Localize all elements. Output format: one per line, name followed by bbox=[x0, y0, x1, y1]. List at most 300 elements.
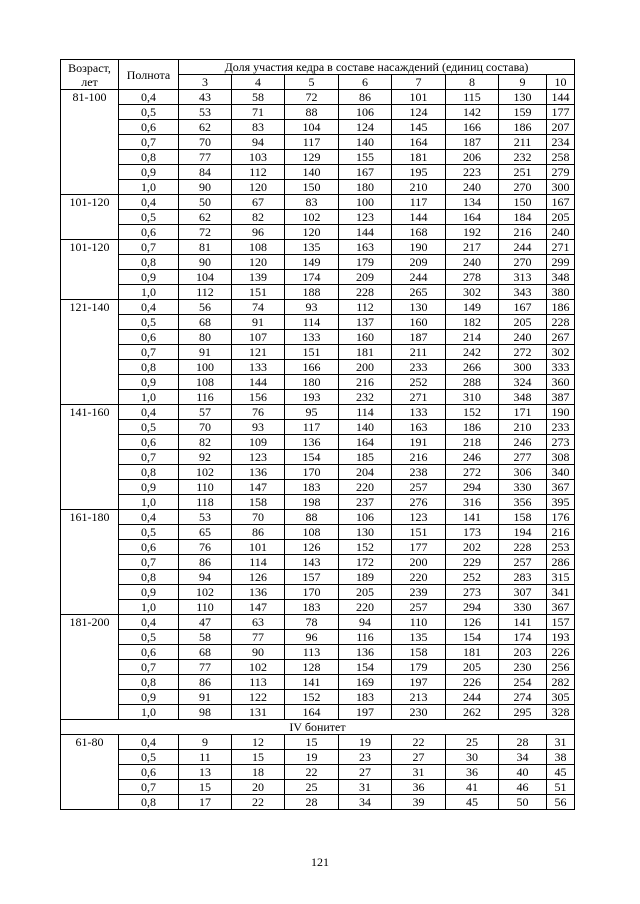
value-cell: 186 bbox=[499, 120, 547, 135]
value-cell: 159 bbox=[499, 105, 547, 120]
value-cell: 40 bbox=[499, 765, 547, 780]
value-cell: 266 bbox=[446, 360, 499, 375]
value-cell: 90 bbox=[179, 255, 232, 270]
value-cell: 68 bbox=[179, 315, 232, 330]
value-cell: 154 bbox=[339, 660, 392, 675]
value-cell: 187 bbox=[392, 330, 446, 345]
table-row bbox=[61, 90, 575, 105]
table-row bbox=[61, 750, 575, 765]
value-cell: 330 bbox=[499, 600, 547, 615]
density-cell: 1,0 bbox=[119, 495, 179, 510]
value-cell: 348 bbox=[547, 270, 575, 285]
value-cell: 218 bbox=[446, 435, 499, 450]
density-cell: 0,9 bbox=[119, 165, 179, 180]
value-cell: 341 bbox=[547, 585, 575, 600]
value-cell: 136 bbox=[285, 435, 339, 450]
value-cell: 91 bbox=[179, 345, 232, 360]
value-cell: 181 bbox=[446, 645, 499, 660]
value-cell: 63 bbox=[232, 615, 285, 630]
value-cell: 41 bbox=[446, 780, 499, 795]
density-cell: 0,8 bbox=[119, 150, 179, 165]
density-cell: 0,8 bbox=[119, 570, 179, 585]
value-cell: 108 bbox=[232, 240, 285, 255]
table-row bbox=[61, 300, 575, 315]
value-cell: 226 bbox=[547, 645, 575, 660]
value-cell: 53 bbox=[179, 105, 232, 120]
value-cell: 144 bbox=[232, 375, 285, 390]
table-row bbox=[61, 675, 575, 690]
value-cell: 167 bbox=[499, 300, 547, 315]
value-cell: 62 bbox=[179, 120, 232, 135]
value-cell: 257 bbox=[392, 480, 446, 495]
value-cell: 232 bbox=[499, 150, 547, 165]
value-cell: 174 bbox=[285, 270, 339, 285]
table-row bbox=[61, 180, 575, 195]
value-cell: 133 bbox=[232, 360, 285, 375]
value-cell: 101 bbox=[392, 90, 446, 105]
header-col-6: 6 bbox=[339, 75, 392, 90]
value-cell: 77 bbox=[179, 660, 232, 675]
age-cell: 181-200 bbox=[61, 615, 119, 630]
value-cell: 187 bbox=[446, 135, 499, 150]
age-cell-empty bbox=[61, 330, 119, 345]
table-row bbox=[61, 510, 575, 525]
value-cell: 30 bbox=[446, 750, 499, 765]
value-cell: 117 bbox=[285, 135, 339, 150]
value-cell: 328 bbox=[547, 705, 575, 720]
value-cell: 230 bbox=[392, 705, 446, 720]
value-cell: 305 bbox=[547, 690, 575, 705]
table-row bbox=[61, 390, 575, 405]
value-cell: 100 bbox=[179, 360, 232, 375]
value-cell: 200 bbox=[339, 360, 392, 375]
value-cell: 152 bbox=[446, 405, 499, 420]
value-cell: 112 bbox=[179, 285, 232, 300]
table-row bbox=[61, 435, 575, 450]
value-cell: 46 bbox=[499, 780, 547, 795]
value-cell: 206 bbox=[446, 150, 499, 165]
value-cell: 152 bbox=[285, 690, 339, 705]
density-cell: 0,4 bbox=[119, 300, 179, 315]
value-cell: 216 bbox=[499, 225, 547, 240]
table-row bbox=[61, 795, 575, 810]
value-cell: 177 bbox=[547, 105, 575, 120]
value-cell: 140 bbox=[285, 165, 339, 180]
value-cell: 216 bbox=[547, 525, 575, 540]
value-cell: 131 bbox=[232, 705, 285, 720]
age-cell: 101-120 bbox=[61, 195, 119, 210]
value-cell: 164 bbox=[285, 705, 339, 720]
value-cell: 98 bbox=[179, 705, 232, 720]
value-cell: 128 bbox=[285, 660, 339, 675]
value-cell: 70 bbox=[232, 510, 285, 525]
value-cell: 356 bbox=[499, 495, 547, 510]
density-cell: 0,6 bbox=[119, 540, 179, 555]
value-cell: 300 bbox=[499, 360, 547, 375]
value-cell: 134 bbox=[446, 195, 499, 210]
value-cell: 233 bbox=[392, 360, 446, 375]
value-cell: 202 bbox=[446, 540, 499, 555]
value-cell: 192 bbox=[446, 225, 499, 240]
value-cell: 150 bbox=[499, 195, 547, 210]
value-cell: 102 bbox=[285, 210, 339, 225]
table-row bbox=[61, 405, 575, 420]
value-cell: 104 bbox=[285, 120, 339, 135]
density-cell: 0,4 bbox=[119, 615, 179, 630]
value-cell: 380 bbox=[547, 285, 575, 300]
value-cell: 51 bbox=[547, 780, 575, 795]
value-cell: 142 bbox=[446, 105, 499, 120]
table-body bbox=[61, 90, 575, 810]
value-cell: 307 bbox=[499, 585, 547, 600]
header-col-9: 9 bbox=[499, 75, 547, 90]
density-cell: 0,7 bbox=[119, 450, 179, 465]
value-cell: 209 bbox=[339, 270, 392, 285]
value-cell: 239 bbox=[392, 585, 446, 600]
value-cell: 267 bbox=[547, 330, 575, 345]
age-cell-empty bbox=[61, 315, 119, 330]
value-cell: 232 bbox=[339, 390, 392, 405]
table-row bbox=[61, 105, 575, 120]
value-cell: 93 bbox=[285, 300, 339, 315]
value-cell: 82 bbox=[179, 435, 232, 450]
table-row bbox=[61, 450, 575, 465]
header-col-3: 3 bbox=[179, 75, 232, 90]
value-cell: 166 bbox=[446, 120, 499, 135]
value-cell: 101 bbox=[232, 540, 285, 555]
value-cell: 182 bbox=[446, 315, 499, 330]
value-cell: 299 bbox=[547, 255, 575, 270]
value-cell: 22 bbox=[285, 765, 339, 780]
table-row bbox=[61, 150, 575, 165]
density-cell: 0,9 bbox=[119, 375, 179, 390]
age-cell-empty bbox=[61, 765, 119, 780]
table-row bbox=[61, 555, 575, 570]
value-cell: 246 bbox=[446, 450, 499, 465]
age-cell: 141-160 bbox=[61, 405, 119, 420]
value-cell: 36 bbox=[446, 765, 499, 780]
density-cell: 0,7 bbox=[119, 345, 179, 360]
value-cell: 179 bbox=[339, 255, 392, 270]
age-cell: 161-180 bbox=[61, 510, 119, 525]
value-cell: 36 bbox=[392, 780, 446, 795]
value-cell: 244 bbox=[446, 690, 499, 705]
value-cell: 130 bbox=[339, 525, 392, 540]
age-cell-empty bbox=[61, 165, 119, 180]
value-cell: 262 bbox=[446, 705, 499, 720]
value-cell: 50 bbox=[499, 795, 547, 810]
value-cell: 113 bbox=[285, 645, 339, 660]
table-row bbox=[61, 345, 575, 360]
value-cell: 270 bbox=[499, 180, 547, 195]
value-cell: 205 bbox=[339, 585, 392, 600]
value-cell: 170 bbox=[285, 465, 339, 480]
age-cell: 61-80 bbox=[61, 735, 119, 750]
value-cell: 144 bbox=[547, 90, 575, 105]
value-cell: 216 bbox=[339, 375, 392, 390]
table-row bbox=[61, 660, 575, 675]
table-row bbox=[61, 165, 575, 180]
value-cell: 220 bbox=[339, 480, 392, 495]
value-cell: 205 bbox=[446, 660, 499, 675]
value-cell: 193 bbox=[547, 630, 575, 645]
age-cell: 81-100 bbox=[61, 90, 119, 105]
value-cell: 96 bbox=[232, 225, 285, 240]
value-cell: 120 bbox=[232, 255, 285, 270]
value-cell: 333 bbox=[547, 360, 575, 375]
value-cell: 23 bbox=[339, 750, 392, 765]
value-cell: 181 bbox=[339, 345, 392, 360]
table-row bbox=[61, 120, 575, 135]
density-cell: 1,0 bbox=[119, 705, 179, 720]
value-cell: 324 bbox=[499, 375, 547, 390]
density-cell: 0,8 bbox=[119, 255, 179, 270]
value-cell: 205 bbox=[547, 210, 575, 225]
value-cell: 118 bbox=[179, 495, 232, 510]
value-cell: 53 bbox=[179, 510, 232, 525]
value-cell: 18 bbox=[232, 765, 285, 780]
value-cell: 340 bbox=[547, 465, 575, 480]
value-cell: 306 bbox=[499, 465, 547, 480]
value-cell: 136 bbox=[232, 585, 285, 600]
density-cell: 0,8 bbox=[119, 675, 179, 690]
value-cell: 147 bbox=[232, 600, 285, 615]
value-cell: 242 bbox=[446, 345, 499, 360]
value-cell: 246 bbox=[499, 435, 547, 450]
value-cell: 273 bbox=[446, 585, 499, 600]
value-cell: 173 bbox=[446, 525, 499, 540]
age-cell-empty bbox=[61, 675, 119, 690]
density-cell: 0,6 bbox=[119, 225, 179, 240]
density-cell: 0,7 bbox=[119, 135, 179, 150]
table-row bbox=[61, 135, 575, 150]
value-cell: 360 bbox=[547, 375, 575, 390]
table-row bbox=[61, 525, 575, 540]
value-cell: 113 bbox=[232, 675, 285, 690]
value-cell: 204 bbox=[339, 465, 392, 480]
value-cell: 194 bbox=[499, 525, 547, 540]
density-cell: 0,5 bbox=[119, 630, 179, 645]
value-cell: 315 bbox=[547, 570, 575, 585]
value-cell: 240 bbox=[446, 180, 499, 195]
value-cell: 114 bbox=[232, 555, 285, 570]
value-cell: 213 bbox=[392, 690, 446, 705]
value-cell: 62 bbox=[179, 210, 232, 225]
value-cell: 116 bbox=[339, 630, 392, 645]
value-cell: 114 bbox=[339, 405, 392, 420]
value-cell: 76 bbox=[179, 540, 232, 555]
value-cell: 25 bbox=[446, 735, 499, 750]
value-cell: 102 bbox=[179, 585, 232, 600]
value-cell: 174 bbox=[499, 630, 547, 645]
density-cell: 0,4 bbox=[119, 510, 179, 525]
age-cell-empty bbox=[61, 600, 119, 615]
value-cell: 228 bbox=[499, 540, 547, 555]
value-cell: 167 bbox=[547, 195, 575, 210]
value-cell: 240 bbox=[499, 330, 547, 345]
density-cell: 0,8 bbox=[119, 360, 179, 375]
value-cell: 90 bbox=[232, 645, 285, 660]
density-cell: 0,5 bbox=[119, 210, 179, 225]
value-cell: 387 bbox=[547, 390, 575, 405]
value-cell: 38 bbox=[547, 750, 575, 765]
value-cell: 183 bbox=[285, 480, 339, 495]
age-cell-empty bbox=[61, 750, 119, 765]
table-row bbox=[61, 360, 575, 375]
value-cell: 223 bbox=[446, 165, 499, 180]
value-cell: 144 bbox=[392, 210, 446, 225]
value-cell: 188 bbox=[285, 285, 339, 300]
age-cell-empty bbox=[61, 555, 119, 570]
value-cell: 43 bbox=[179, 90, 232, 105]
value-cell: 288 bbox=[446, 375, 499, 390]
age-cell: 101-120 bbox=[61, 240, 119, 255]
value-cell: 123 bbox=[392, 510, 446, 525]
value-cell: 25 bbox=[285, 780, 339, 795]
table-row bbox=[61, 585, 575, 600]
value-cell: 258 bbox=[547, 150, 575, 165]
value-cell: 94 bbox=[179, 570, 232, 585]
value-cell: 70 bbox=[179, 135, 232, 150]
value-cell: 27 bbox=[339, 765, 392, 780]
age-cell-empty bbox=[61, 420, 119, 435]
value-cell: 256 bbox=[547, 660, 575, 675]
age-cell: 121-140 bbox=[61, 300, 119, 315]
value-cell: 56 bbox=[179, 300, 232, 315]
density-cell: 0,4 bbox=[119, 195, 179, 210]
table-row bbox=[61, 495, 575, 510]
value-cell: 56 bbox=[547, 795, 575, 810]
value-cell: 154 bbox=[285, 450, 339, 465]
value-cell: 72 bbox=[285, 90, 339, 105]
value-cell: 244 bbox=[499, 240, 547, 255]
age-cell-empty bbox=[61, 570, 119, 585]
value-cell: 92 bbox=[179, 450, 232, 465]
value-cell: 28 bbox=[499, 735, 547, 750]
value-cell: 50 bbox=[179, 195, 232, 210]
age-cell-empty bbox=[61, 540, 119, 555]
value-cell: 126 bbox=[285, 540, 339, 555]
value-cell: 106 bbox=[339, 105, 392, 120]
value-cell: 271 bbox=[547, 240, 575, 255]
value-cell: 294 bbox=[446, 480, 499, 495]
value-cell: 76 bbox=[232, 405, 285, 420]
value-cell: 94 bbox=[339, 615, 392, 630]
density-cell: 0,5 bbox=[119, 420, 179, 435]
value-cell: 158 bbox=[392, 645, 446, 660]
density-cell: 0,5 bbox=[119, 750, 179, 765]
value-cell: 112 bbox=[232, 165, 285, 180]
density-cell: 0,5 bbox=[119, 315, 179, 330]
value-cell: 140 bbox=[339, 420, 392, 435]
value-cell: 84 bbox=[179, 165, 232, 180]
value-cell: 234 bbox=[547, 135, 575, 150]
table-row bbox=[61, 210, 575, 225]
value-cell: 310 bbox=[446, 390, 499, 405]
value-cell: 19 bbox=[285, 750, 339, 765]
density-cell: 0,5 bbox=[119, 105, 179, 120]
value-cell: 91 bbox=[179, 690, 232, 705]
value-cell: 240 bbox=[547, 225, 575, 240]
value-cell: 205 bbox=[499, 315, 547, 330]
table-row bbox=[61, 690, 575, 705]
value-cell: 265 bbox=[392, 285, 446, 300]
value-cell: 149 bbox=[446, 300, 499, 315]
value-cell: 123 bbox=[232, 450, 285, 465]
value-cell: 286 bbox=[547, 555, 575, 570]
age-cell-empty bbox=[61, 285, 119, 300]
age-cell-empty bbox=[61, 450, 119, 465]
value-cell: 74 bbox=[232, 300, 285, 315]
value-cell: 126 bbox=[232, 570, 285, 585]
value-cell: 233 bbox=[547, 420, 575, 435]
value-cell: 163 bbox=[339, 240, 392, 255]
density-cell: 0,8 bbox=[119, 465, 179, 480]
value-cell: 180 bbox=[339, 180, 392, 195]
value-cell: 141 bbox=[499, 615, 547, 630]
value-cell: 83 bbox=[232, 120, 285, 135]
value-cell: 71 bbox=[232, 105, 285, 120]
age-cell-empty bbox=[61, 150, 119, 165]
age-cell-empty bbox=[61, 135, 119, 150]
value-cell: 176 bbox=[547, 510, 575, 525]
age-cell-empty bbox=[61, 795, 119, 810]
value-cell: 183 bbox=[285, 600, 339, 615]
age-cell-empty bbox=[61, 630, 119, 645]
value-cell: 156 bbox=[232, 390, 285, 405]
value-cell: 207 bbox=[547, 120, 575, 135]
value-cell: 277 bbox=[499, 450, 547, 465]
value-cell: 143 bbox=[285, 555, 339, 570]
value-cell: 58 bbox=[232, 90, 285, 105]
value-cell: 253 bbox=[547, 540, 575, 555]
density-cell: 0,6 bbox=[119, 120, 179, 135]
density-cell: 1,0 bbox=[119, 285, 179, 300]
value-cell: 158 bbox=[499, 510, 547, 525]
table-row bbox=[61, 225, 575, 240]
value-cell: 17 bbox=[179, 795, 232, 810]
value-cell: 254 bbox=[499, 675, 547, 690]
value-cell: 94 bbox=[232, 135, 285, 150]
value-cell: 109 bbox=[232, 435, 285, 450]
value-cell: 124 bbox=[392, 105, 446, 120]
value-cell: 197 bbox=[392, 675, 446, 690]
value-cell: 133 bbox=[285, 330, 339, 345]
value-cell: 228 bbox=[547, 315, 575, 330]
value-cell: 186 bbox=[446, 420, 499, 435]
age-cell-empty bbox=[61, 585, 119, 600]
value-cell: 135 bbox=[285, 240, 339, 255]
age-cell-empty bbox=[61, 465, 119, 480]
value-cell: 154 bbox=[446, 630, 499, 645]
value-cell: 141 bbox=[446, 510, 499, 525]
value-cell: 57 bbox=[179, 405, 232, 420]
value-cell: 367 bbox=[547, 600, 575, 615]
value-cell: 217 bbox=[446, 240, 499, 255]
value-cell: 210 bbox=[392, 180, 446, 195]
value-cell: 179 bbox=[392, 660, 446, 675]
density-cell: 1,0 bbox=[119, 180, 179, 195]
value-cell: 184 bbox=[499, 210, 547, 225]
value-cell: 164 bbox=[392, 135, 446, 150]
value-cell: 330 bbox=[499, 480, 547, 495]
value-cell: 244 bbox=[392, 270, 446, 285]
value-cell: 123 bbox=[339, 210, 392, 225]
value-cell: 31 bbox=[339, 780, 392, 795]
value-cell: 164 bbox=[339, 435, 392, 450]
value-cell: 190 bbox=[392, 240, 446, 255]
value-cell: 181 bbox=[392, 150, 446, 165]
